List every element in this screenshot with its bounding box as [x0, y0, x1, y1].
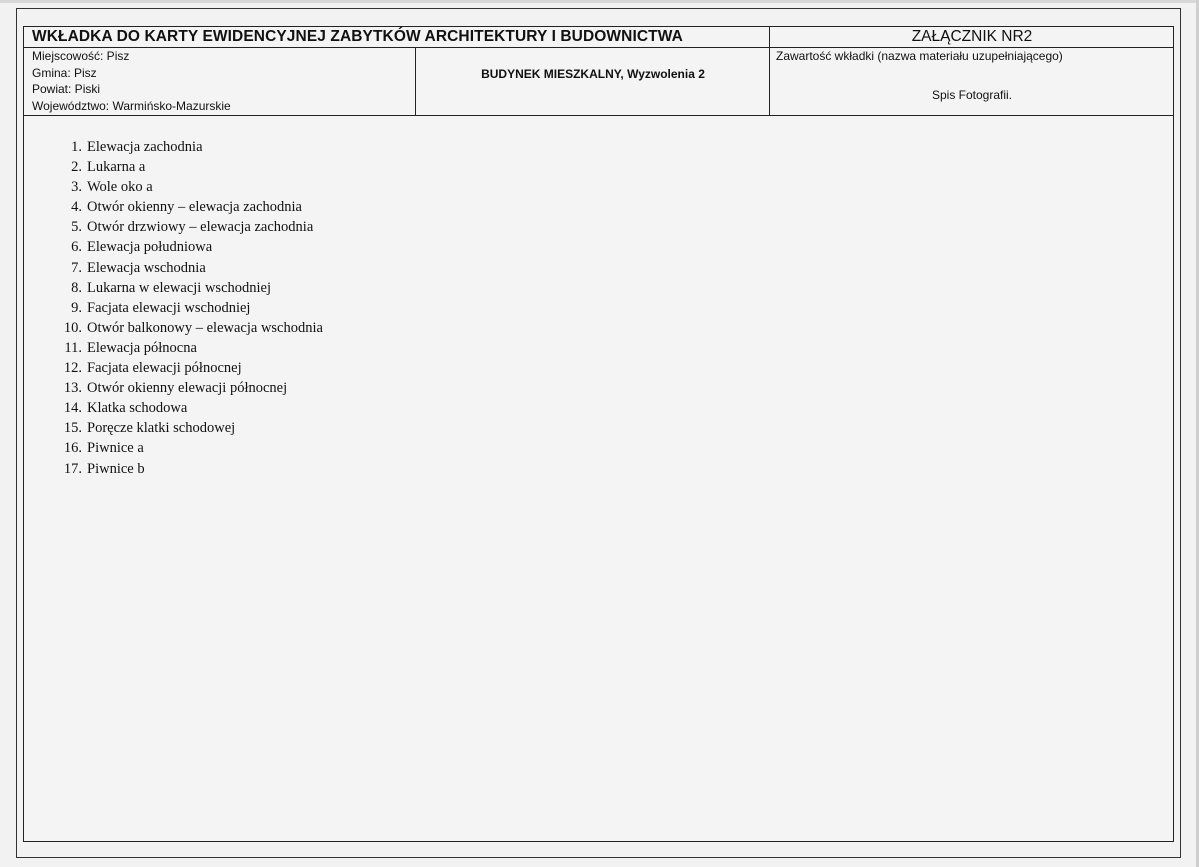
photo-item-text: Klatka schodowa	[87, 400, 188, 417]
photo-list-item	[54, 237, 323, 257]
location-commune: Gmina: Pisz	[32, 65, 97, 80]
photo-list-item	[54, 197, 323, 217]
photo-list-item	[54, 137, 323, 157]
header-divider-left	[415, 47, 416, 115]
location-province: Województwo: Warmińsko-Mazurskie	[32, 98, 231, 113]
location-town: Miejscowość: Pisz	[32, 49, 130, 63]
photo-item-text: Lukarna a	[87, 159, 146, 176]
photo-item-number: 13.	[63, 380, 82, 397]
photo-item-number: 17.	[63, 460, 82, 477]
photo-item-number: 16.	[63, 440, 82, 457]
photo-item-text: Otwór drzwiowy – elewacja zachodnia	[87, 219, 314, 236]
photo-list-item	[54, 438, 323, 458]
annex-label: ZAŁĄCZNIK NR2	[911, 28, 1033, 45]
photo-item-number: 15.	[63, 420, 82, 437]
photo-item-text: Wole oko a	[87, 179, 153, 196]
photo-item-number: 14.	[63, 400, 82, 417]
photo-item-text: Lukarna w elewacji wschodniej	[87, 279, 271, 296]
photo-item-number: 3.	[71, 179, 82, 196]
photo-list-item	[54, 298, 323, 318]
photo-list-item	[54, 177, 323, 197]
photo-list-item	[54, 459, 323, 479]
contents-label: Zawartość wkładki (nazwa materiału uzupełniającego)	[776, 49, 1063, 63]
header-info-row	[24, 47, 1173, 116]
photo-list-item	[54, 258, 323, 278]
photo-item-number: 10.	[63, 319, 82, 336]
photo-item-text: Facjata elewacji północnej	[87, 360, 242, 377]
photo-item-number: 12.	[63, 360, 82, 377]
photo-item-text: Elewacja północna	[87, 339, 197, 356]
building-name: BUDYNEK MIESZKALNY, Wyzwolenia 2	[481, 67, 705, 81]
header-title-row	[24, 27, 1173, 48]
location-block	[32, 48, 231, 114]
photo-item-number: 11.	[64, 339, 82, 356]
photo-list-item	[54, 358, 323, 378]
photo-item-number: 7.	[71, 259, 82, 276]
photo-item-text: Elewacja zachodnia	[87, 139, 203, 155]
photo-list-item	[54, 398, 323, 418]
photo-list	[54, 137, 323, 479]
location-county: Powiat: Piski	[32, 82, 101, 96]
photo-item-number: 1.	[71, 139, 82, 155]
photo-item-number: 6.	[71, 239, 82, 256]
photo-item-text: Piwnice b	[87, 460, 145, 477]
photo-item-number: 5.	[71, 219, 82, 236]
photo-list-item	[54, 278, 323, 298]
photo-list-item	[54, 157, 323, 177]
photo-item-text: Poręcze klatki schodowej	[87, 420, 236, 437]
photo-list-item	[54, 338, 323, 358]
photo-item-number: 8.	[71, 279, 82, 296]
photo-item-number: 4.	[71, 199, 82, 216]
photo-list-item	[54, 418, 323, 438]
photo-item-text: Otwór okienny elewacji północnej	[87, 380, 288, 397]
contents-value: Spis Fotografii.	[931, 88, 1013, 102]
photo-item-text: Facjata elewacji wschodniej	[87, 299, 251, 316]
form-frame	[23, 26, 1174, 842]
photo-item-text: Piwnice a	[87, 440, 144, 457]
photo-list-item	[54, 217, 323, 237]
scan-top-edge	[0, 0, 1199, 3]
photo-list-item	[54, 318, 323, 338]
photo-item-text: Elewacja wschodnia	[87, 259, 206, 276]
photo-item-number: 9.	[71, 299, 82, 316]
photo-item-text: Otwór okienny – elewacja zachodnia	[87, 199, 302, 216]
photo-item-number: 2.	[71, 159, 82, 176]
photo-list-item	[54, 378, 323, 398]
photo-item-text: Otwór balkonowy – elewacja wschodnia	[87, 319, 323, 336]
form-title: WKŁADKA DO KARTY EWIDENCYJNEJ ZABYTKÓW ARCHITEKTURY I BUDOWNICTWA	[32, 28, 683, 45]
photo-item-text: Elewacja południowa	[87, 239, 213, 256]
